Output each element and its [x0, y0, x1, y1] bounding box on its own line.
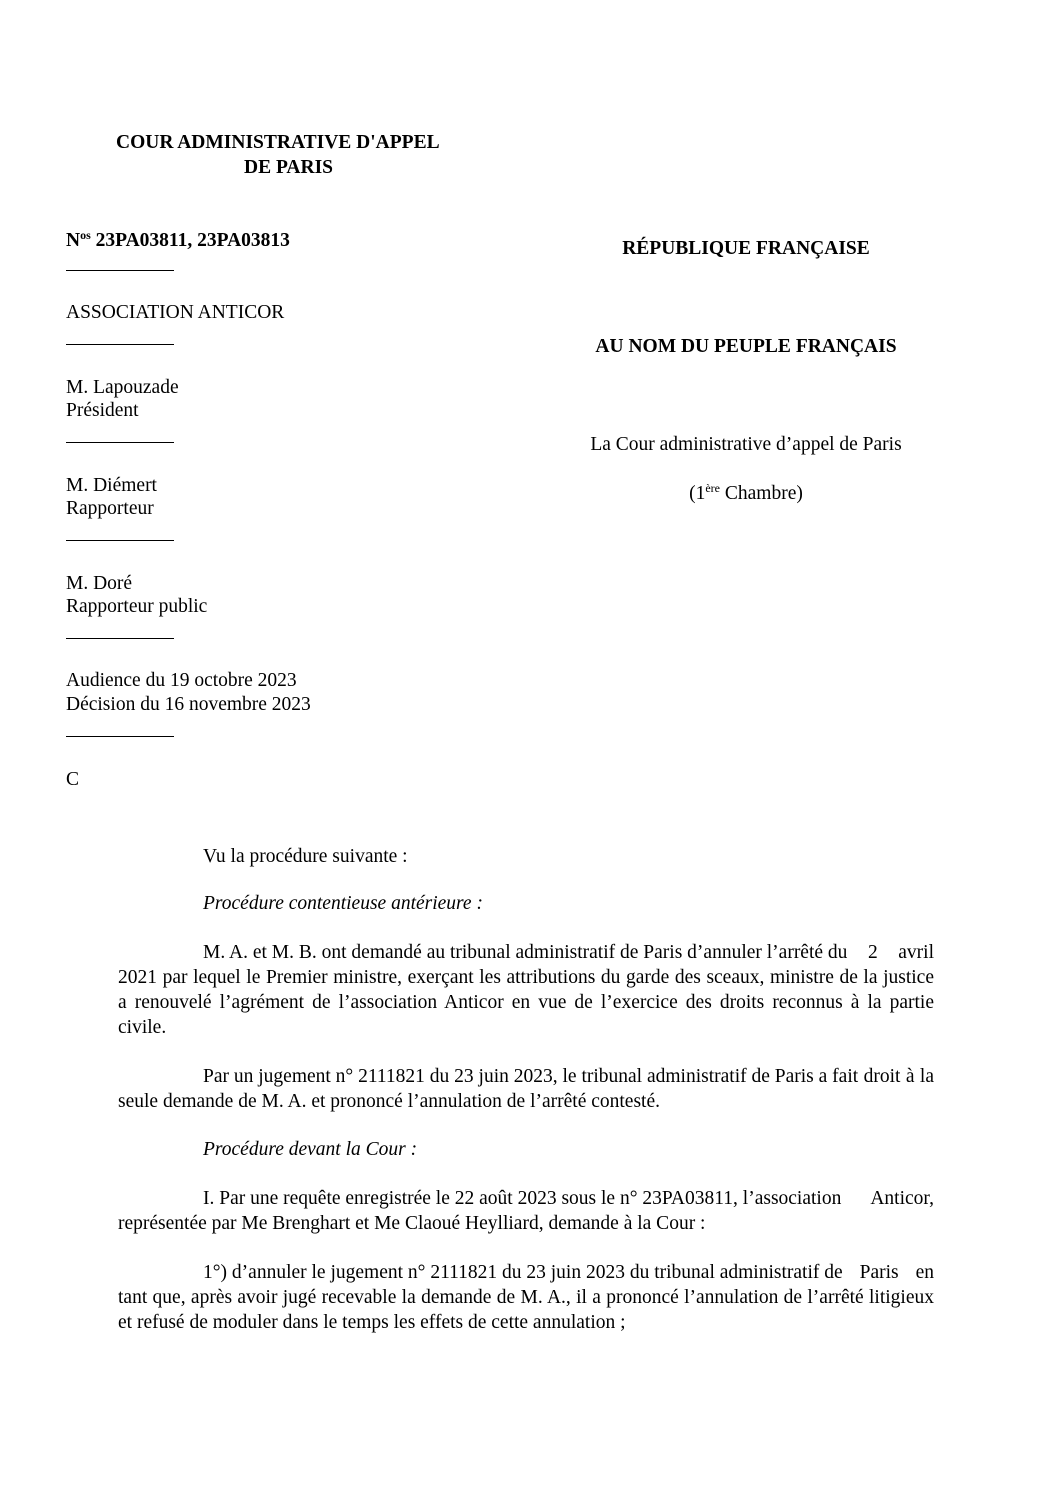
divider-1	[66, 270, 174, 271]
party-name: ASSOCIATION ANTICOR	[66, 302, 285, 323]
paragraph-4	[118, 1260, 934, 1335]
divider-4	[66, 540, 174, 541]
heading-procedure-anterieure: Procédure contentieuse antérieure :	[203, 893, 483, 914]
paragraph-1-rest: 2 avril 2021 par lequel le Premier ministre, exerçant les attributions du garde des sceaux, ministre de la justice a renouvelé l’agrément de l’association Anticor en vue de l’exercice des droits reconnus à la partie civile.	[118, 942, 934, 1038]
court-formation: La Cour administrative d’appel de Paris	[590, 434, 902, 455]
chamber	[546, 481, 946, 506]
paragraph-4-rest: Paris en tant que, après avoir jugé recevable la demande de M. A., il a prononcé l’annulation de l’arrêté litigieux et refusé de moduler dans le temps les effets de cette annulation ;	[118, 1262, 934, 1333]
vu-line: Vu la procédure suivante :	[203, 846, 408, 867]
paragraph-2	[118, 1064, 934, 1114]
case-numbers	[66, 228, 290, 253]
case-numbers-sup: os	[80, 228, 91, 242]
public-rapporteur-name: M. Doré	[66, 573, 133, 594]
paragraph-3-first: I. Par une requête enregistrée le 22 août 2023 sous le n° 23PA03811, l’association	[203, 1188, 842, 1209]
president-role: Président	[66, 400, 139, 421]
case-numbers-values: 23PA03811, 23PA03813	[90, 230, 290, 251]
decision-date: Décision du 16 novembre 2023	[66, 694, 311, 715]
court-name-line1: COUR ADMINISTRATIVE D'APPEL	[116, 132, 440, 153]
president-name: M. Lapouzade	[66, 377, 179, 398]
case-numbers-prefix: N	[66, 230, 81, 251]
paragraph-3	[118, 1186, 934, 1236]
paragraph-2-rest: droit à la seule demande de M. A. et prononcé l’annulation de l’arrêté contesté.	[118, 1066, 935, 1112]
republic-heading: RÉPUBLIQUE FRANÇAISE	[622, 238, 870, 259]
rapporteur-role: Rapporteur	[66, 498, 154, 519]
paragraph-4-first: 1°) d’annuler le jugement n° 2111821 du 23 juin 2023 du tribunal administratif de	[203, 1262, 843, 1283]
chamber-sup: ère	[705, 481, 721, 495]
paragraph-2-first: Par un jugement n° 2111821 du 23 juin 2023, le tribunal administratif de Paris a fait	[203, 1066, 859, 1087]
paragraph-1-first: M. A. et M. B. ont demandé au tribunal administratif de Paris d’annuler l’arrêté du	[203, 942, 848, 963]
paragraph-1	[118, 940, 934, 1040]
divider-6	[66, 736, 174, 737]
rapporteur-name: M. Diémert	[66, 475, 157, 496]
chamber-close: Chambre)	[720, 483, 803, 504]
chamber-open: (1	[689, 483, 706, 504]
divider-3	[66, 442, 174, 443]
paragraph-3-rest: Anticor, représentée par Me Brenghart et Me Claoué Heylliard, demande à la Cour :	[118, 1188, 934, 1234]
heading-procedure-cour: Procédure devant la Cour :	[203, 1139, 418, 1160]
audience-date: Audience du 19 octobre 2023	[66, 670, 297, 691]
divider-5	[66, 638, 174, 639]
public-rapporteur-role: Rapporteur public	[66, 596, 208, 617]
classification-code: C	[66, 769, 80, 790]
au-nom-heading: AU NOM DU PEUPLE FRANÇAIS	[595, 336, 897, 357]
court-name-line2: DE PARIS	[244, 157, 334, 178]
divider-2	[66, 344, 174, 345]
